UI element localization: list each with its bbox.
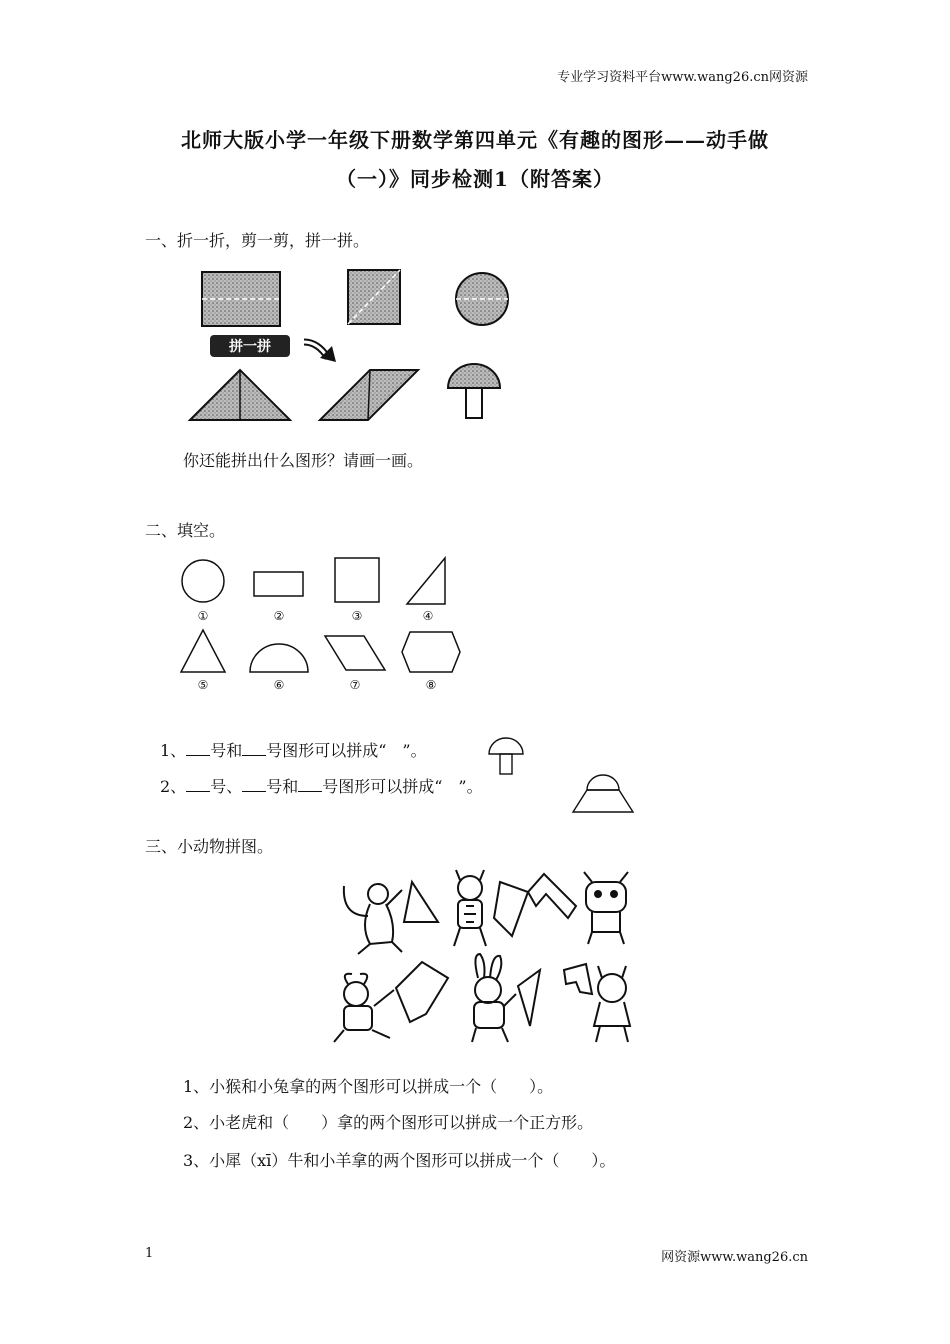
q1-prefix: 1、: [160, 741, 187, 760]
rabbit-icon: [472, 954, 516, 1042]
hexagon-shape: [402, 632, 460, 672]
monkey-triangle-shape: [404, 882, 438, 922]
right-triangle-shape: [407, 558, 445, 604]
goat-quad-shape: [396, 962, 448, 1022]
folded-rectangle-shape: [202, 272, 280, 326]
fill-question-2: [160, 774, 483, 797]
triangle-shape: [181, 630, 225, 672]
section1-question: 你还能拼出什么图形？请画一画。: [183, 451, 424, 470]
shape-label-8: ⑧: [425, 678, 437, 692]
section2-heading: 二、填空。: [145, 521, 226, 540]
shape-label-6: ⑥: [273, 678, 285, 692]
q1-blank-b[interactable]: [242, 741, 266, 756]
tiger2-icon: [594, 966, 630, 1042]
parallelogram-shape: [325, 636, 385, 670]
page-title-line2: （一）》同步检测1（附答案）: [336, 167, 614, 191]
section3-heading: 三、小动物拼图。: [145, 837, 274, 856]
circle-shape: [182, 560, 224, 602]
footer-site: 网资源www.wang26.cn: [661, 1250, 808, 1265]
animal-puzzle-figure: [330, 866, 650, 1056]
square-shape: [335, 558, 379, 602]
page-number: 1: [145, 1246, 154, 1261]
semicircle-trapezoid-figure: [570, 770, 636, 814]
animal-question-1: 1、小猴和小兔拿的两个图形可以拼成一个（ ）。: [183, 1077, 554, 1096]
q2-text-c: 号图形可以拼成“ ”。: [322, 777, 483, 796]
q1-blank-a[interactable]: [186, 741, 210, 756]
monkey-icon: [344, 884, 402, 954]
rectangle-shape: [254, 572, 303, 596]
folded-square-shape: [348, 270, 400, 324]
shapes-grid: [170, 552, 470, 697]
tiger2-shape: [564, 964, 592, 994]
shape-label-2: ②: [273, 609, 285, 623]
q2-text-a: 号、: [210, 777, 243, 796]
q2-blank-a[interactable]: [186, 777, 210, 792]
folded-circle-shape: [456, 273, 508, 325]
q1-text-b: 号图形可以拼成“ ”。: [266, 741, 427, 760]
shape-label-1: ①: [197, 609, 209, 623]
badge-label: 拼一拼: [229, 339, 271, 355]
semicircle-shape: [250, 644, 308, 672]
mushroom-figure-small: [486, 736, 526, 778]
q1-text-a: 号和: [210, 741, 243, 760]
tiger-quad-shape: [494, 882, 528, 936]
goat-icon: [334, 974, 394, 1042]
assembled-mushroom-shape: [448, 364, 500, 418]
curved-arrow-icon: [304, 342, 336, 362]
page-title-line1: 北师大版小学一年级下册数学第四单元《有趣的图形——动手做: [181, 128, 769, 152]
rabbit-triangle-shape: [518, 970, 540, 1026]
section1-heading: 一、折一折，剪一剪，拼一拼。: [145, 231, 370, 250]
assembled-parallelogram-shape: [320, 370, 418, 420]
chevron-shape: [528, 874, 576, 918]
page-header: 专业学习资料平台www.wang26.cn网资源: [557, 70, 808, 85]
q2-prefix: 2、: [160, 777, 187, 796]
rhino-icon: [584, 872, 628, 944]
q2-blank-b[interactable]: [242, 777, 266, 792]
shape-label-5: ⑤: [197, 678, 209, 692]
shape-label-4: ④: [422, 609, 434, 623]
shape-label-7: ⑦: [349, 678, 361, 692]
fold-cut-figure: [180, 262, 520, 427]
animal-question-2: 2、小老虎和（ ）拿的两个图形可以拼成一个正方形。: [183, 1113, 594, 1132]
animal-question-3: 3、小犀（xī）牛和小羊拿的两个图形可以拼成一个（ ）。: [183, 1151, 616, 1170]
assembled-triangle-shape: [190, 370, 290, 420]
fill-question-1: [160, 738, 427, 761]
q2-blank-c[interactable]: [298, 777, 322, 792]
q2-text-b: 号和: [266, 777, 299, 796]
shape-label-3: ③: [351, 609, 363, 623]
pin-yi-pin-badge: [210, 335, 290, 357]
tiger-icon: [454, 870, 486, 946]
